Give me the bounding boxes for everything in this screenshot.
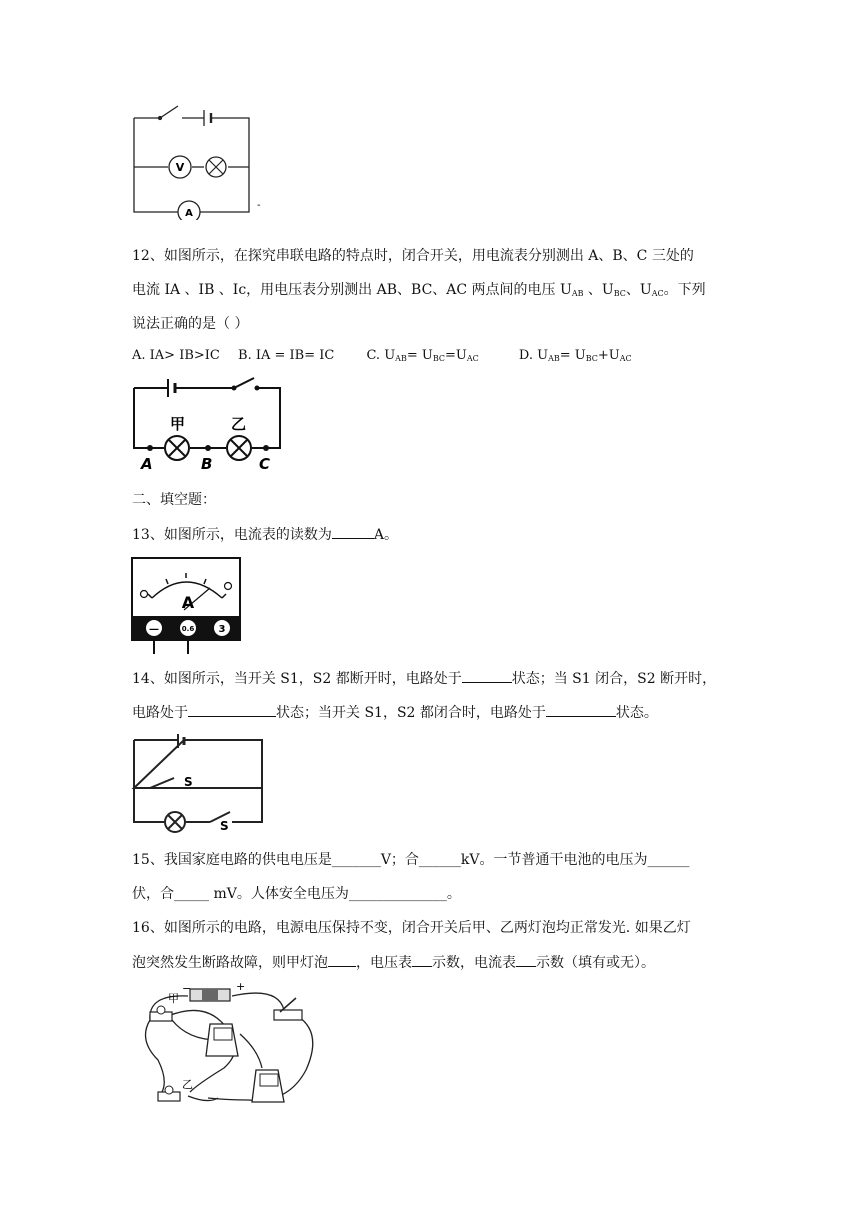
battery-icon <box>190 989 230 1001</box>
label-jia: 甲 <box>168 992 179 1005</box>
label-a: A <box>141 455 153 472</box>
q15-line2: 伏，合_____ mV。人体安全电压为______________。 <box>132 886 461 902</box>
terminal-3: 3 <box>218 624 226 635</box>
label-yi: 乙 <box>231 415 247 433</box>
q16-line2: 泡突然发生断路故障，则甲灯泡 ，电压表 示数，电流表 示数（填有或无）。 <box>132 952 655 973</box>
lamp-yi-icon <box>158 1086 180 1101</box>
label-c: C <box>259 455 271 472</box>
battery-plus: + <box>236 980 246 993</box>
lamp-jia-icon <box>150 1006 172 1021</box>
q14-blank-1 <box>462 668 512 683</box>
q15-line1: 15、我国家庭电路的供电电压是_______V；合______kV。一节普通干电池的电压为______ <box>132 852 690 868</box>
lamp-yi-icon <box>227 436 251 460</box>
terminal-minus: — <box>149 624 159 635</box>
ammeter-icon <box>252 1070 284 1102</box>
terminal-0-6: 0.6 <box>181 625 195 633</box>
ammeter-unit-label: A <box>181 593 195 612</box>
lamp-icon <box>165 812 185 832</box>
voltmeter-icon <box>206 1024 238 1056</box>
q16-blank-1 <box>328 952 356 967</box>
label-b: B <box>201 455 213 472</box>
fig11-dash: - <box>257 200 261 211</box>
q12-line3: 说法正确的是（ ） <box>132 316 249 332</box>
q12-option-b: B. IA = IB= IC <box>238 348 335 363</box>
label-jia: 甲 <box>170 415 186 433</box>
q14-circuit-figure <box>130 730 266 834</box>
voltmeter-label: V <box>175 161 185 174</box>
ammeter-label: A <box>185 208 193 219</box>
q12-option-c: C. $U_{AB}= U_{BC}=U_{AC}$ <box>366 348 479 363</box>
section-fill-in-title: 二、填空题： <box>132 492 216 508</box>
q16-physical-circuit-figure <box>128 980 324 1110</box>
q12-line1: 12、如图所示，在探究串联电路的特点时，闭合开关，用电流表分别测出 A、B、C 三处的 <box>132 248 694 264</box>
q13-ammeter-figure <box>130 556 244 654</box>
battery-minus: − <box>182 982 192 995</box>
lamp-icon <box>206 157 226 177</box>
q14-blank-2 <box>188 702 276 717</box>
q16-blank-3 <box>516 952 536 967</box>
label-yi: 乙 <box>182 1078 193 1091</box>
lamp-jia-icon <box>165 436 189 460</box>
q16-line1: 16、如图所示的电路，电源电压保持不变，闭合开关后甲、乙两灯泡均正常发光. 如果乙灯 <box>132 920 691 936</box>
q12-option-d: D. $U_{AB}= U_{BC}+U_{AC}$ <box>518 348 632 363</box>
q14-line2: 电路处于 状态；当开关 S1，S2 都闭合时，电路处于 状态。 <box>132 702 658 723</box>
q14-blank-3 <box>546 702 616 717</box>
q13-blank <box>332 524 374 539</box>
q12-option-a: A. IA> IB>IC <box>132 348 220 363</box>
q13-line: 13、如图所示，电流表的读数为 A。 <box>132 524 398 545</box>
q14-line1: 14、如图所示，当开关 S1，S2 都断开时，电路处于 状态；当 S1 闭合，S2 断开时， <box>132 668 716 689</box>
q12-series-circuit-figure <box>130 374 286 472</box>
q12-line2: 电流 IA 、IB 、Ic，用电压表分别测出 AB、BC、AC 两点间的电压 $U_{AB}$ 、$U_{BC}$、$U_{AC}$。下列 <box>132 282 706 298</box>
switch-icon <box>274 998 302 1020</box>
q11-circuit-figure <box>128 100 273 220</box>
q12-options <box>132 346 632 369</box>
switch-s1-label: S <box>184 775 193 789</box>
q16-blank-2 <box>412 952 432 967</box>
switch-s2-label: S <box>220 819 229 833</box>
